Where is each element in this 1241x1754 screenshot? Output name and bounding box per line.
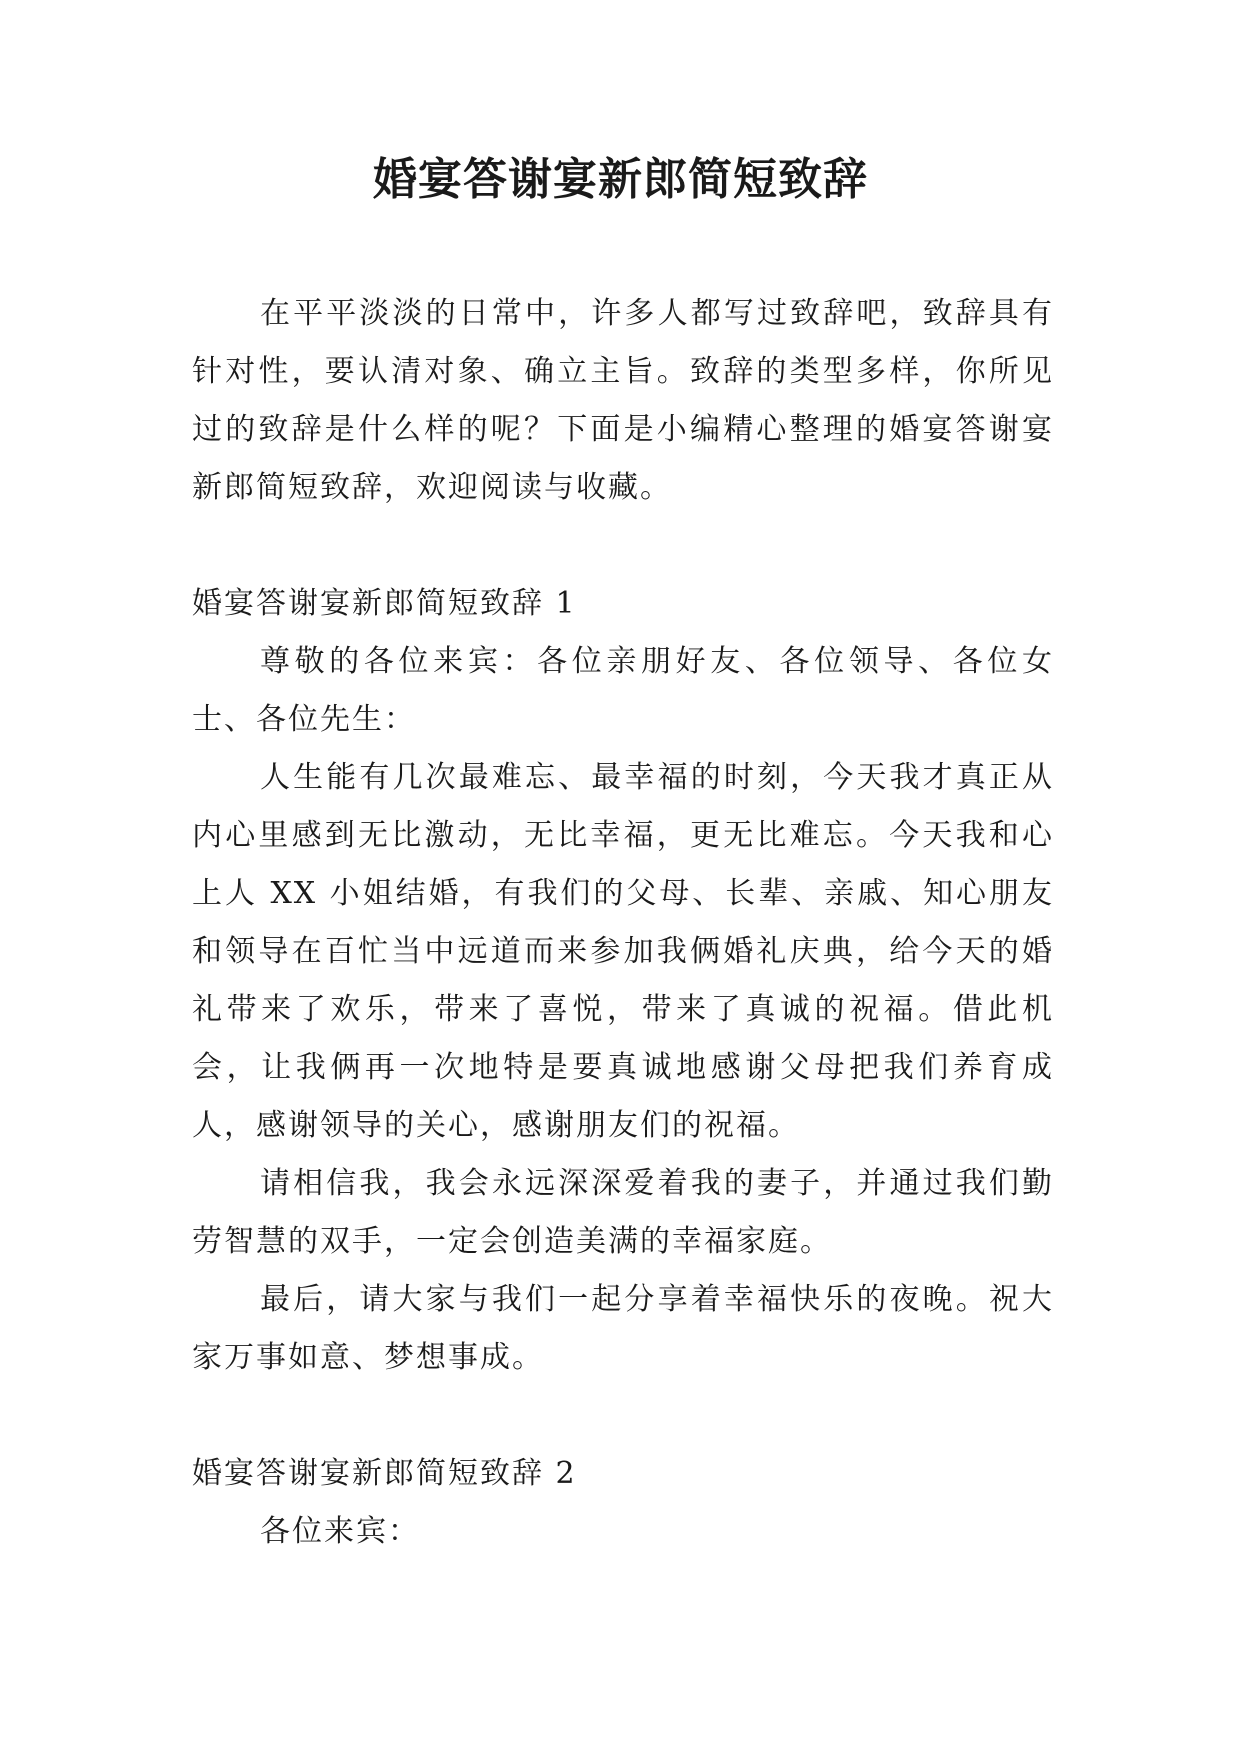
section1-paragraph-1: 尊敬的各位来宾：各位亲朋好友、各位领导、各位女士、各位先生： <box>192 644 1054 737</box>
document-body <box>192 285 1054 1561</box>
document-title: 婚宴答谢宴新郎简短致辞 <box>373 154 868 205</box>
spacer <box>192 517 1054 575</box>
section1-paragraph-3: 请相信我，我会永远深深爱着我的妻子，并通过我们勤劳智慧的双手，一定会创造美满的幸福家庭。 <box>192 1166 1054 1259</box>
section-heading-1: 婚宴答谢宴新郎简短致辞 1 <box>192 586 577 621</box>
section1-paragraph-4: 最后，请大家与我们一起分享着幸福快乐的夜晚。祝大家万事如意、梦想事成。 <box>192 1282 1054 1375</box>
section1-paragraph-2: 人生能有几次最难忘、最幸福的时刻，今天我才真正从内心里感到无比激动，无比幸福，更无比难忘。今天我和心上人 XX 小姐结婚，有我们的父母、长辈、亲戚、知心朋友和领导在百忙当中远道而来参加我俩婚礼庆典，给今天的婚礼带来了欢乐，带来了喜悦，带来了真诚的祝福。借此机会，让我俩再一次地特是要真诚地感谢父母把我们养育成人，感谢领导的关心，感谢朋友们的祝福。 <box>192 760 1054 1143</box>
section-heading-2: 婚宴答谢宴新郎简短致辞 2 <box>192 1456 577 1491</box>
spacer <box>192 1387 1054 1445</box>
section2-paragraph-1: 各位来宾： <box>260 1514 420 1549</box>
intro-paragraph: 在平平淡淡的日常中，许多人都写过致辞吧，致辞具有针对性，要认清对象、确立主旨。致辞的类型多样，你所见过的致辞是什么样的呢？下面是小编精心整理的婚宴答谢宴新郎简短致辞，欢迎阅读与收藏。 <box>192 296 1054 505</box>
